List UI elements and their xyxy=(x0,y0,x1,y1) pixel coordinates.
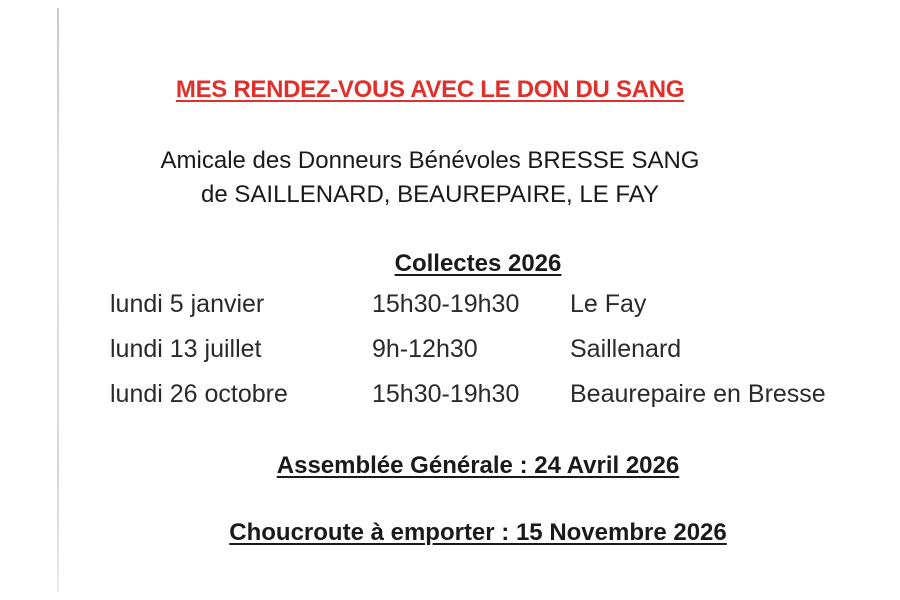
schedule-place: Le Fay xyxy=(570,290,647,318)
schedule-row xyxy=(110,290,870,335)
schedule-date: lundi 5 janvier xyxy=(110,290,265,318)
schedule-time: 15h30-19h30 xyxy=(372,290,520,318)
collectes-heading: Collectes 2026 xyxy=(394,250,562,277)
schedule-date: lundi 26 octobre xyxy=(110,380,288,408)
schedule-date: lundi 13 juillet xyxy=(110,335,262,363)
page-title: MES RENDEZ-VOUS AVEC LE DON DU SANG xyxy=(175,76,685,103)
association-name-line1: Amicale des Donneurs Bénévoles BRESSE SANG xyxy=(160,147,700,174)
choucroute-line: Choucroute à emporter : 15 Novembre 2026 xyxy=(229,519,727,546)
schedule-place: Beaurepaire en Bresse xyxy=(570,380,826,408)
collectes-schedule xyxy=(110,290,870,425)
schedule-row xyxy=(110,380,870,425)
schedule-time: 9h-12h30 xyxy=(372,335,478,363)
schedule-row xyxy=(110,335,870,380)
schedule-place: Saillenard xyxy=(570,335,682,363)
association-name-line2: de SAILLENARD, BEAUREPAIRE, LE FAY xyxy=(201,181,659,208)
schedule-time: 15h30-19h30 xyxy=(372,380,520,408)
assemblee-generale-line: Assemblée Générale : 24 Avril 2026 xyxy=(276,452,680,479)
